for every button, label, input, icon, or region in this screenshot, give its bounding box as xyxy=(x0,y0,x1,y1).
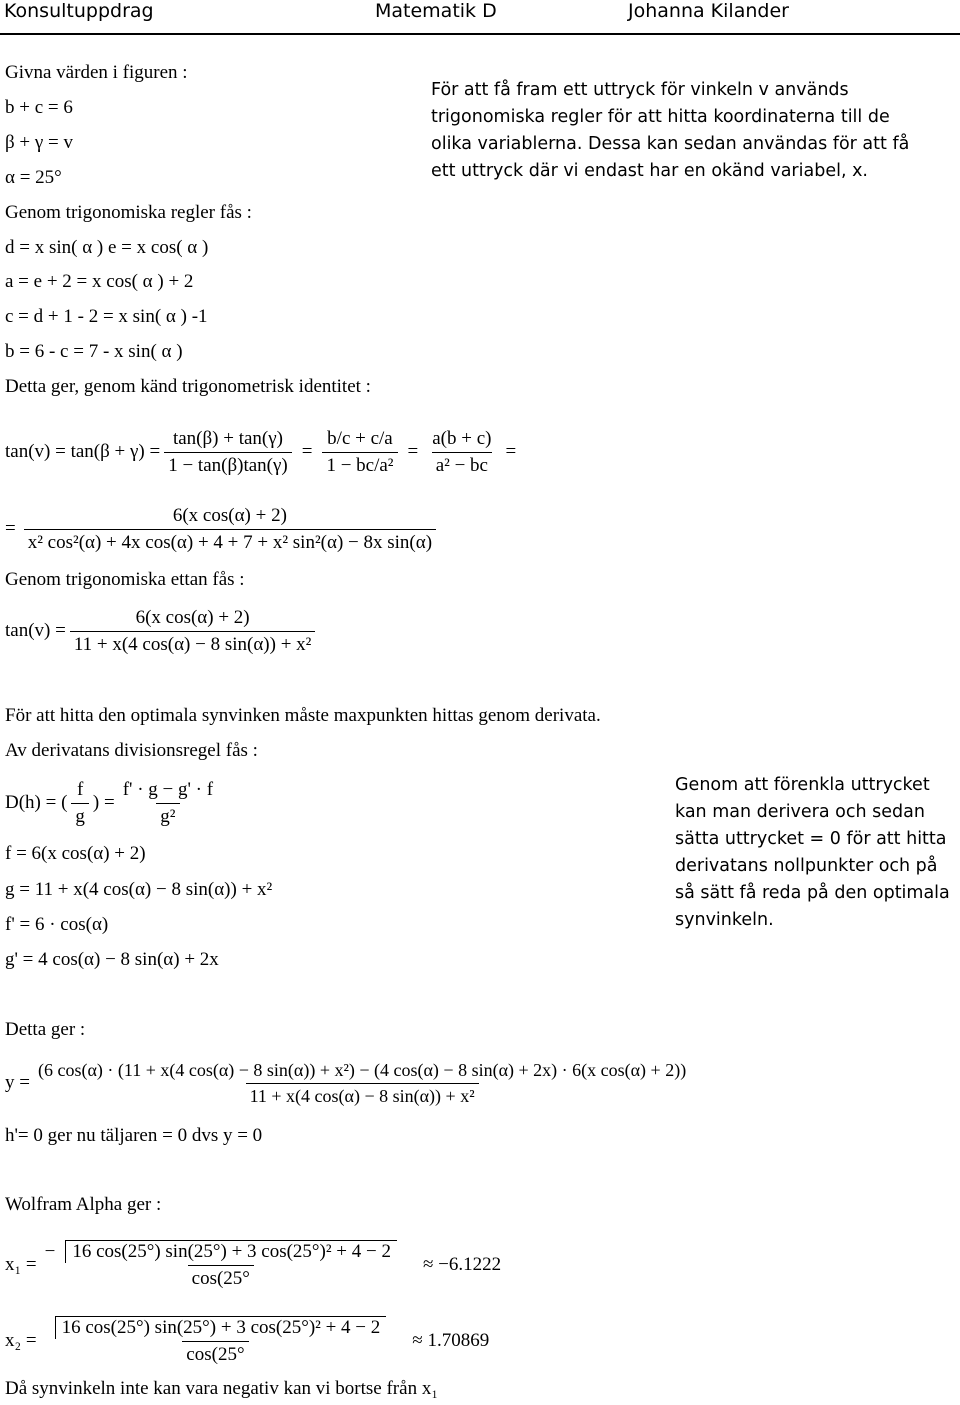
gives-heading: Detta ger : xyxy=(5,1019,86,1040)
equation-tan-simplified xyxy=(5,600,319,662)
eq1-f2-denominator: 1 − bc/a² xyxy=(322,452,397,477)
d-fraction-2 xyxy=(119,779,217,828)
side-note-2: Genom att förenkla uttrycket kan man derivera och sedan sätta uttrycket = 0 för att hitta derivatans nollpunkter och på så sätt få reda på den optimala synvinkeln. xyxy=(675,775,950,930)
eq2-denominator: x² cos²(α) + 4x cos(α) + 4 + 7 + x² sin²(α) − 8x sin(α) xyxy=(24,529,436,554)
header-left: Konsultuppdrag xyxy=(4,0,154,22)
equation-x1 xyxy=(5,1232,501,1298)
eq1-f3-numerator: a(b + c) xyxy=(432,427,492,449)
simplify-heading: Genom trigonomiska ettan fås : xyxy=(5,569,245,590)
optimal-text: För att hitta den optimala synvinken måste maxpunkten hittas genom derivata. xyxy=(5,705,601,726)
x1-approx: ≈ −6.1222 xyxy=(423,1254,502,1275)
x1-fraction xyxy=(41,1240,401,1290)
y-numerator: (6 cos(α) · (11 + x(4 cos(α) − 8 sin(α)) + x²) − (4 cos(α) − 8 sin(α) + 2x) · 6(x cos(α) + 2)) xyxy=(37,1059,687,1080)
x1-denominator: cos(25° xyxy=(188,1265,254,1290)
eq3-fraction xyxy=(70,607,316,656)
eq1-fraction-2 xyxy=(322,428,397,477)
d-f2-numerator: f' · g − g' · f xyxy=(122,778,214,800)
eq3-denominator: 11 + x(4 cos(α) − 8 sin(α)) + x² xyxy=(70,631,316,656)
hprime-text: h'= 0 ger nu täljaren = 0 dvs y = 0 xyxy=(5,1125,263,1146)
conclusion-text: Då synvinkeln inte kan vara negativ kan vi bortse från x₁ xyxy=(5,1378,438,1399)
d-f1-numerator: f xyxy=(77,778,84,800)
x1-root: 16 cos(25°) sin(25°) + 3 cos(25°)² + 4 − 2 xyxy=(65,1240,397,1263)
side-note-1: För att få fram ett uttryck för vinkeln v används trigonomiska regler för att hitta koordinaterna till de olika variablerna. Dessa kan sedan användas för att få ett uttryck där vi endast har en okänd variabel, x. xyxy=(431,80,910,181)
f-definition: f = 6(x cos(α) + 2) xyxy=(5,843,146,864)
d-mid: ) = xyxy=(92,792,115,813)
x2-root: 16 cos(25°) sin(25°) + 3 cos(25°)² + 4 − 2 xyxy=(55,1316,387,1339)
x2-approx: ≈ 1.70869 xyxy=(412,1330,490,1351)
given-heading: Givna värden i figuren : xyxy=(5,62,188,83)
x2-fraction xyxy=(41,1316,391,1366)
equation-quotient-rule xyxy=(5,772,221,834)
given-line-1: b + c = 6 xyxy=(5,97,73,118)
equation-x2 xyxy=(5,1308,489,1374)
d-f1-denominator: g xyxy=(71,803,89,828)
eq1-lhs: tan(v) = tan(β + γ) = xyxy=(5,441,161,462)
equation-y xyxy=(5,1052,694,1114)
header-right: Johanna Kilander xyxy=(628,0,789,22)
eq3-lhs: tan(v) = xyxy=(5,620,66,641)
y-fraction xyxy=(34,1060,690,1107)
trig-heading: Genom trigonomiska regler fås : xyxy=(5,202,252,223)
rule-heading: Av derivatans divisionsregel fås : xyxy=(5,740,258,761)
identity-heading: Detta ger, genom känd trigonometrisk identitet : xyxy=(5,376,371,397)
trig-line-2: a = e + 2 = x cos( α ) + 2 xyxy=(5,271,194,292)
eq3-numerator: 6(x cos(α) + 2) xyxy=(135,606,250,628)
equation-expanded: = $\frac{\text{6(x cos(α) + 2)}}{\text{x² cos²(α) + 4x cos(α) + 4 + 7 + x² sin²(α) − 8x sin(α)}}$ xyxy=(5,498,440,560)
eq1-fraction-1 xyxy=(164,428,292,477)
d-lhs: D(h) = ( xyxy=(5,792,68,813)
x2-denominator: cos(25° xyxy=(182,1341,248,1366)
d-fraction-1 xyxy=(71,779,89,828)
x2-lhs: x₂ = xyxy=(5,1330,37,1351)
wolfram-heading: Wolfram Alpha ger : xyxy=(5,1194,162,1215)
y-denominator: 11 + x(4 cos(α) − 8 sin(α)) + x² xyxy=(246,1083,479,1107)
eq2-fraction xyxy=(24,505,436,554)
eq2-numerator: 6(x cos(α) + 2) xyxy=(172,504,287,526)
y-lhs: y = xyxy=(5,1072,30,1093)
header-rule xyxy=(0,33,960,35)
eq1-f1-denominator: 1 − tan(β)tan(γ) xyxy=(164,452,292,477)
trig-line-4: b = 6 - c = 7 - x sin( α ) xyxy=(5,341,183,362)
header-center: Matematik D xyxy=(375,0,497,22)
trig-line-3: c = d + 1 - 2 = x sin( α ) -1 xyxy=(5,306,208,327)
eq1-f2-numerator: b/c + c/a xyxy=(327,427,393,449)
eq1-fraction-3 xyxy=(428,428,495,477)
x1-lhs: x₁ = xyxy=(5,1254,37,1275)
eq1-f1-numerator: tan(β) + tan(γ) xyxy=(172,427,283,449)
g-definition: g = 11 + x(4 cos(α) − 8 sin(α)) + x² xyxy=(5,879,273,900)
trig-line-1: d = x sin( α ) e = x cos( α ) xyxy=(5,237,209,258)
given-line-2: β + γ = v xyxy=(5,132,73,153)
d-f2-denominator: g² xyxy=(156,803,179,828)
x1-minus: − xyxy=(44,1241,56,1262)
equation-tan-sum: tan(v) = tan(β + γ) = $\frac{\tan(\beta) + \tan(\gamma)}{1 - \tan(\beta)\tan(\gamma)}$ = $\frac{b/c + c/a}{\text{1 − bc/a²}}$ = $\frac{a(b + c)}{\text{a² − bc}}$ = xyxy=(5,427,517,476)
given-line-3: α = 25° xyxy=(5,167,62,188)
eq1-f3-denominator: a² − bc xyxy=(432,452,492,477)
gprime-definition: g' = 4 cos(α) − 8 sin(α) + 2x xyxy=(5,949,219,970)
fprime-definition: f' = 6 · cos(α) xyxy=(5,914,109,935)
